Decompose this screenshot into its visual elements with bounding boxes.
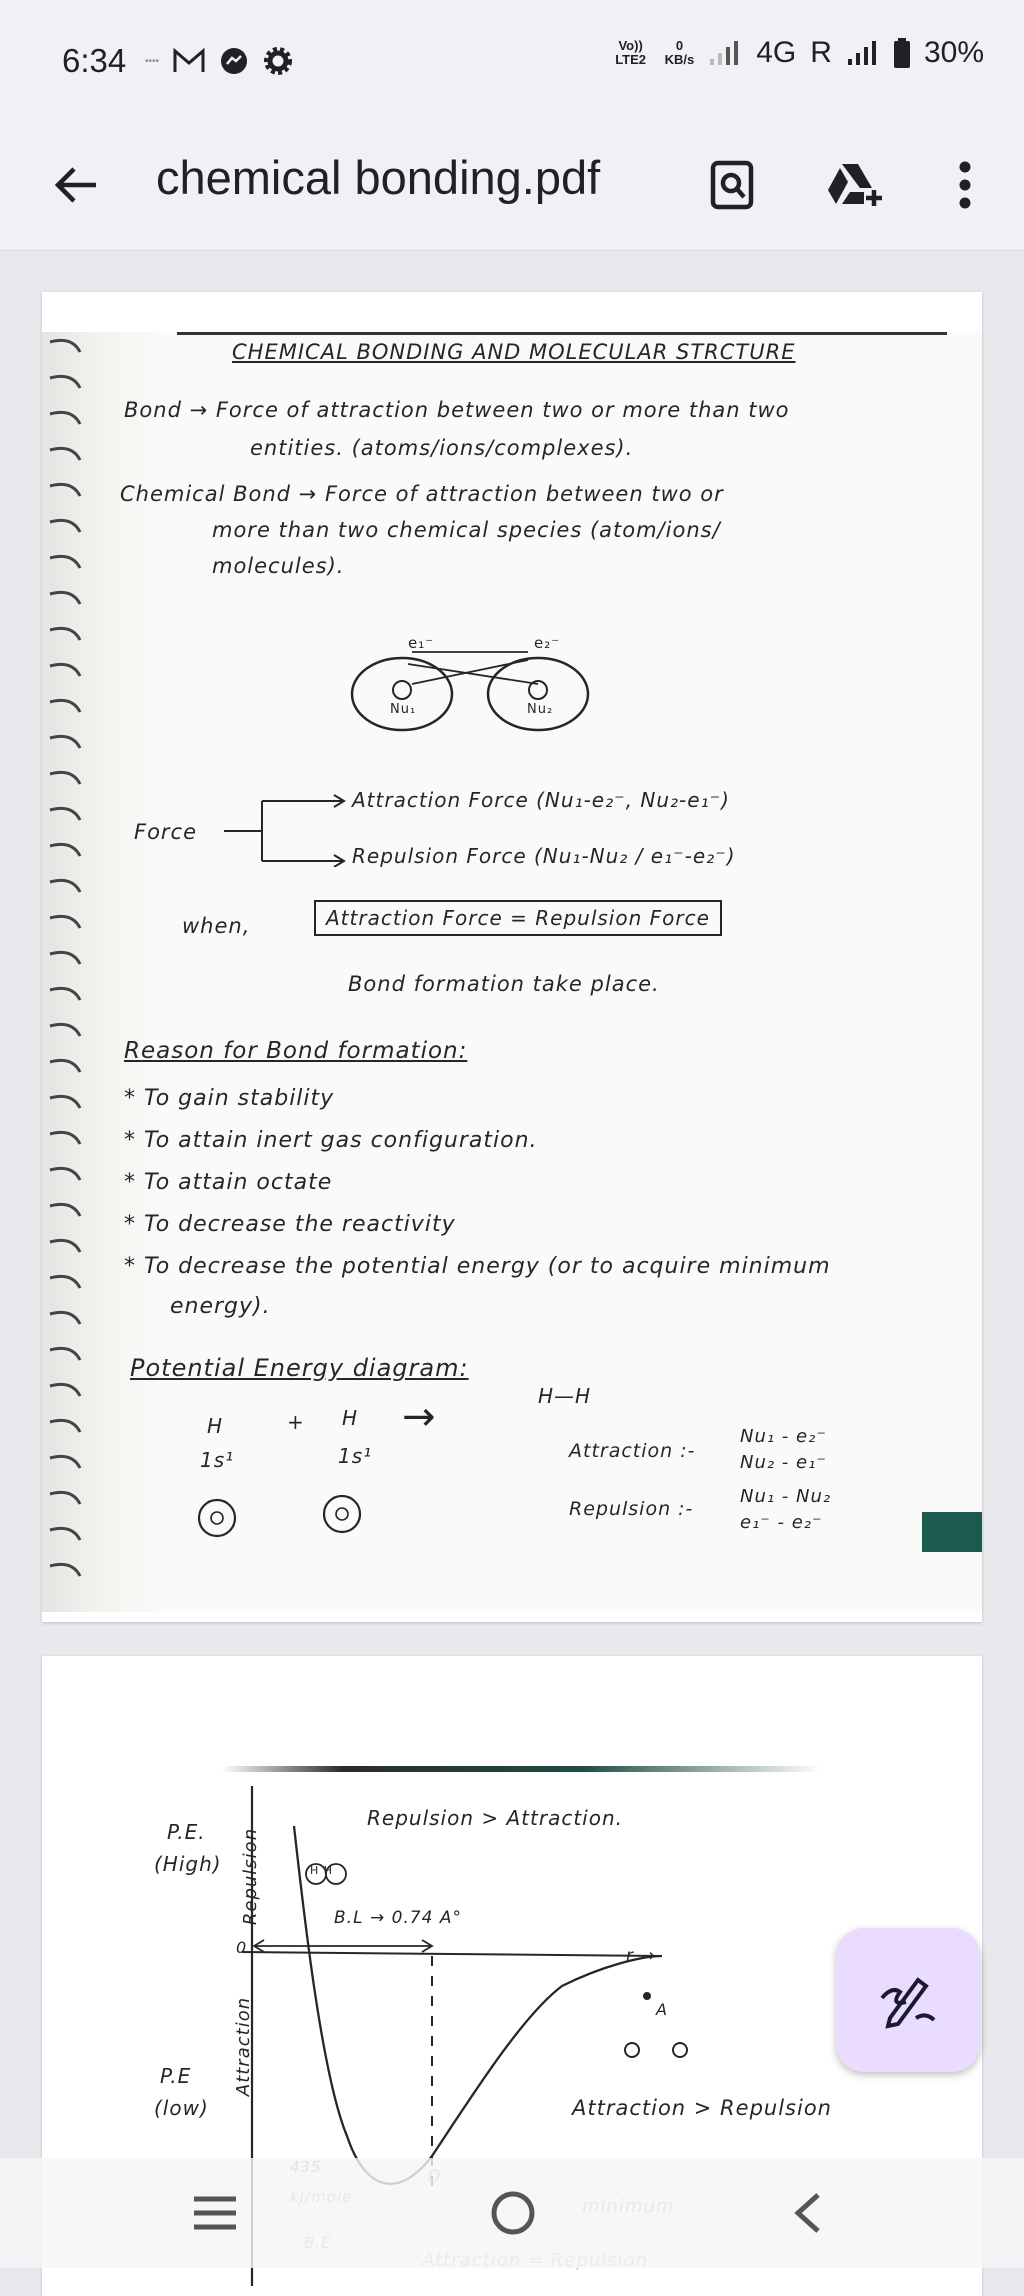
search-document-button[interactable]: [700, 153, 764, 217]
back-button[interactable]: [44, 153, 108, 217]
page-edge-shadow: [922, 1512, 982, 1552]
edit-fab-button[interactable]: [836, 1928, 980, 2072]
back-arrow-icon: [52, 165, 100, 205]
pe-high-label: P.E.: [167, 1820, 206, 1844]
repulsion-pair: Nu₁ - Nu₂: [740, 1486, 832, 1507]
chemical-bond-line1: Chemical Bond → Force of attraction between two or: [120, 482, 724, 506]
pe-low-paren: (low): [154, 2096, 209, 2120]
force-bracket: [222, 787, 372, 867]
system-indicators: [611, 36, 984, 70]
nav-back-button[interactable]: [762, 2178, 852, 2248]
pe-high-paren: (High): [154, 1852, 222, 1876]
back-icon: [790, 2191, 824, 2235]
recent-apps-button[interactable]: [170, 2178, 260, 2248]
pe-low-label: P.E: [160, 2064, 192, 2088]
repulsion-axis-label: Repulsion: [240, 1827, 262, 1926]
status-bar: [0, 0, 1024, 120]
more-vert-icon: [958, 161, 972, 209]
document-title: chemical bonding.pdf: [156, 151, 601, 204]
pdf-page-1[interactable]: [42, 292, 982, 1622]
app-bar: [0, 120, 1024, 251]
bond-definition-line2: entities. (atoms/ions/complexes).: [250, 436, 634, 460]
page-heading: CHEMICAL BONDING AND MOLECULAR STRCTURE: [232, 340, 796, 364]
force-label: Force: [134, 820, 198, 844]
two-atom-diagram: [342, 632, 612, 742]
network-speed-unit: KB/s: [664, 52, 695, 67]
network-type: 4G: [756, 36, 797, 69]
attraction-axis-label: Attraction: [233, 1996, 255, 2097]
drive-add-icon: [824, 160, 884, 210]
reason-item: * To decrease the potential energy (or to acquire minimum: [124, 1254, 831, 1279]
chemical-bond-line2: more than two chemical species (atom/ions/: [212, 518, 721, 542]
reason-item: * To attain inert gas configuration.: [124, 1128, 538, 1153]
electron-config-2: 1s¹: [338, 1444, 373, 1468]
signal-icon: [846, 39, 880, 67]
network-speed-value: 0: [675, 38, 684, 53]
equation-h1: H: [207, 1414, 224, 1438]
system-nav-bar: [0, 2158, 1024, 2268]
heading-rule: [177, 332, 947, 335]
electron-2-label: e₂⁻: [534, 634, 561, 652]
reason-item: energy).: [170, 1294, 271, 1319]
repulsion-force-text: Repulsion Force (Nu₁-Nu₂ / e₁⁻-e₂⁻): [352, 844, 736, 868]
electron-config-1: 1s¹: [200, 1448, 235, 1472]
nucleus-1-label: Nu₁: [390, 702, 417, 717]
battery-percent: 30%: [923, 36, 984, 69]
signal-icon: [708, 39, 742, 67]
volte-indicator: Vo)) LTE2: [615, 38, 647, 67]
equation-arrow: →: [402, 1394, 437, 1440]
hydrogen-atoms-sketch: [192, 1482, 392, 1552]
bond-length-label: B.L → 0.74 A°: [334, 1908, 462, 1928]
gmail-icon: [173, 48, 205, 74]
pe-diagram-heading: Potential Energy diagram:: [130, 1354, 469, 1382]
attraction-label: Attraction :-: [569, 1440, 696, 1462]
home-button[interactable]: [468, 2178, 558, 2248]
network-speed: [665, 39, 695, 67]
reason-item: * To decrease the reactivity: [124, 1212, 456, 1237]
hh-pair-label: H H: [310, 1864, 334, 1877]
reason-heading: Reason for Bond formation:: [124, 1038, 468, 1064]
equation-h2: H: [342, 1406, 359, 1430]
recent-apps-icon: [192, 2193, 238, 2233]
spiral-binding: [42, 332, 102, 1612]
more-options-button[interactable]: [935, 153, 995, 217]
reason-item: * To gain stability: [124, 1086, 335, 1111]
messenger-icon: [219, 46, 249, 76]
notebook-photo: [42, 332, 982, 1612]
attraction-dominant-note: Attraction > Repulsion: [572, 2096, 832, 2120]
cast-dot-icon: ••••: [145, 55, 160, 67]
home-icon: [489, 2189, 537, 2237]
reason-item: * To attain octate: [124, 1170, 333, 1195]
status-time: 6:34: [62, 42, 127, 79]
bond-definition-line1: Bond → Force of attraction between two or more than two: [124, 398, 790, 422]
bond-formation-text: Bond formation take place.: [348, 972, 660, 996]
repulsion-pair: e₁⁻ - e₂⁻: [740, 1512, 823, 1533]
origin-zero: 0: [236, 1938, 248, 1957]
repulsion-label: Repulsion :-: [569, 1498, 694, 1520]
edit-pen-icon: [876, 1968, 940, 2032]
notification-icons: [145, 46, 293, 76]
balance-box: Attraction Force = Repulsion Force: [314, 900, 722, 936]
roaming-indicator: R: [810, 36, 832, 69]
r-axis-label: r →: [626, 1946, 656, 1966]
repulsion-dominant-note: Repulsion > Attraction.: [367, 1806, 623, 1830]
point-a-label: A: [656, 2000, 668, 2019]
equation-plus: +: [287, 1410, 305, 1434]
electron-1-label: e₁⁻: [408, 634, 435, 652]
nucleus-2-label: Nu₂: [527, 702, 554, 717]
settings-icon: [263, 46, 293, 76]
attraction-pair: Nu₂ - e₁⁻: [740, 1452, 827, 1473]
attraction-pair: Nu₁ - e₂⁻: [740, 1426, 827, 1447]
equation-product: H—H: [538, 1384, 592, 1408]
attraction-force-text: Attraction Force (Nu₁-e₂⁻, Nu₂-e₁⁻): [352, 788, 730, 812]
chemical-bond-line3: molecules).: [212, 554, 345, 578]
battery-icon: [894, 38, 910, 68]
when-label: when,: [182, 914, 251, 938]
drive-add-button[interactable]: [822, 153, 886, 217]
search-document-icon: [710, 160, 754, 210]
